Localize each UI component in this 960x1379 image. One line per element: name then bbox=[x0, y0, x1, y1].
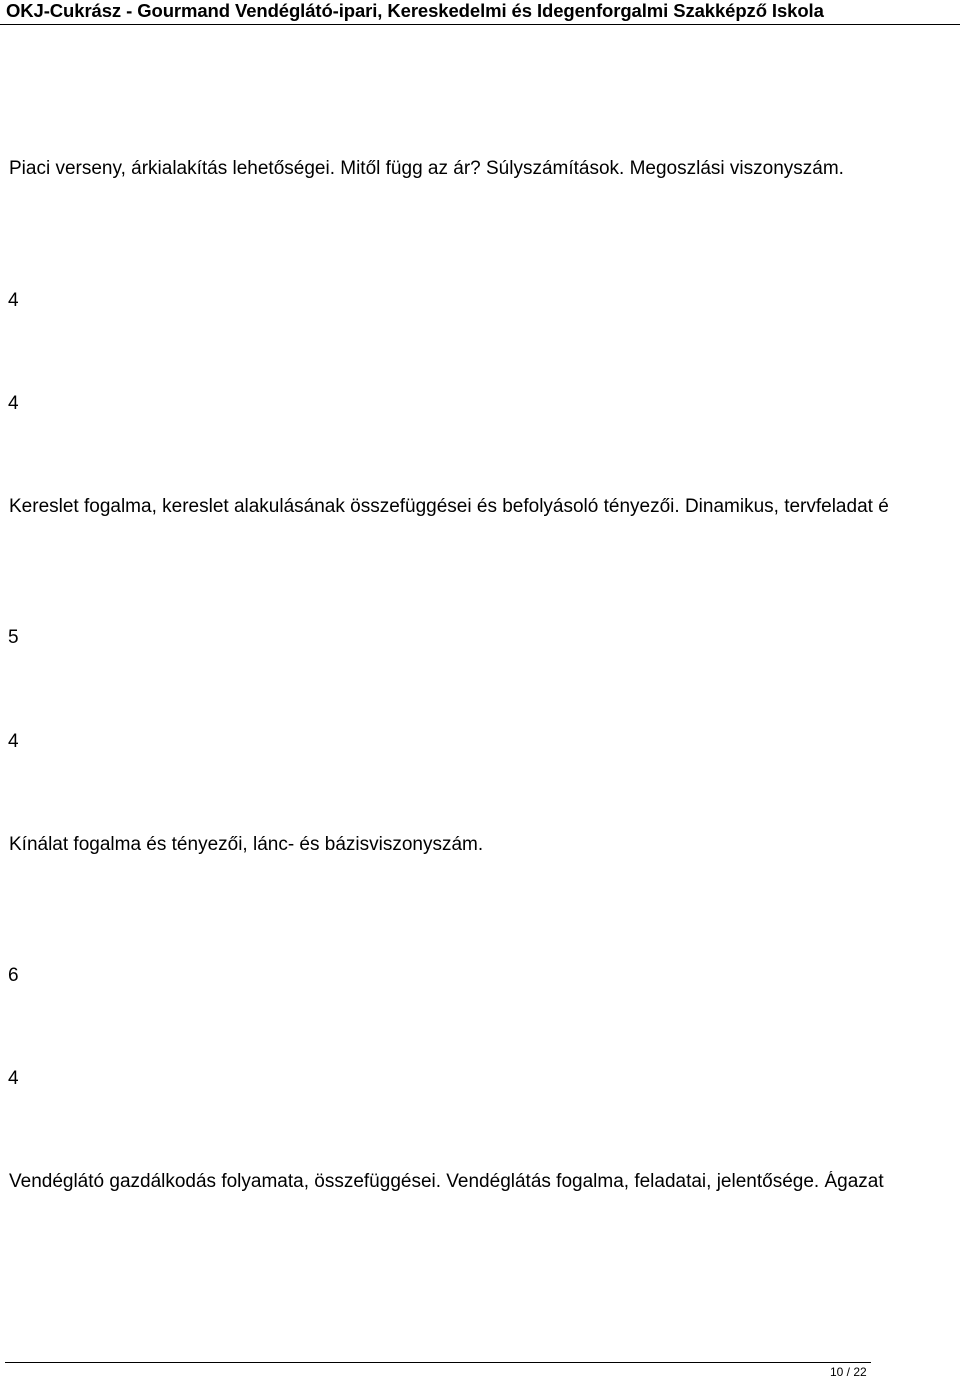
page-number: 10 / 22 bbox=[830, 1365, 867, 1379]
number-4: 4 bbox=[8, 731, 19, 752]
number-1: 4 bbox=[8, 290, 19, 311]
text-line-4: Vendéglátó gazdálkodás folyamata, összefüggései. Vendéglátás fogalma, feladatai, jelentősége. Ágazat bbox=[9, 1171, 884, 1192]
footer-divider bbox=[5, 1362, 871, 1363]
number-5: 6 bbox=[8, 965, 19, 986]
number-2: 4 bbox=[8, 393, 19, 414]
text-line-1: Piaci verseny, árkialakítás lehetőségei. Mitől függ az ár? Súlyszámítások. Megoszlási viszonyszám. bbox=[9, 158, 844, 179]
number-3: 5 bbox=[8, 627, 19, 648]
header-title: OKJ-Cukrász - Gourmand Vendéglátó-ipari, Kereskedelmi és Idegenforgalmi Szakképző Iskola bbox=[6, 0, 824, 21]
page-header bbox=[0, 0, 960, 25]
text-line-2: Kereslet fogalma, kereslet alakulásának összefüggései és befolyásoló tényezői. Dinamikus, tervfeladat é bbox=[9, 496, 889, 517]
text-line-3: Kínálat fogalma és tényezői, lánc- és bázisviszonyszám. bbox=[9, 834, 484, 855]
number-6: 4 bbox=[8, 1068, 19, 1089]
